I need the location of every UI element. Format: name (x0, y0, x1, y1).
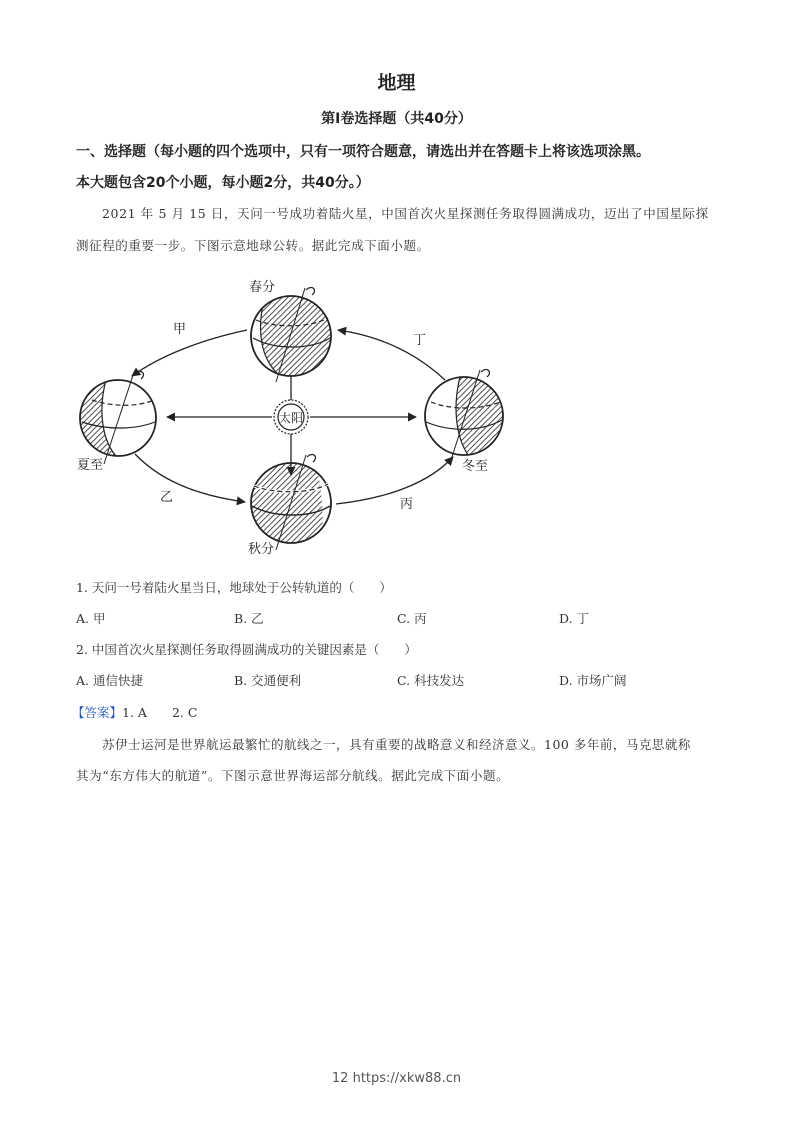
orbit-arc-jia (132, 330, 247, 376)
q1-option-b: B. 乙 (234, 611, 264, 626)
question-2-stem: 2. 中国首次火星探测任务取得圆满成功的关键因素是（ ） (76, 642, 417, 657)
page-title: 地理 (377, 72, 416, 94)
label-orbit-ding: 丁 (413, 333, 427, 348)
question-1-stem: 1. 天问一号着陆火星当日，地球处于公转轨道的（ ） (76, 580, 392, 595)
page-footer (0, 1071, 793, 1086)
q1-option-c: C. 丙 (397, 611, 427, 626)
intro-line-2: 测征程的重要一步。下图示意地球公转。据此完成下面小题。 (76, 238, 430, 253)
intro-line-1: 2021 年 5 月 15 日，天问一号成功着陆火星，中国首次火星探测任务取得圆满成功，迈出了中国星际探 (102, 206, 709, 221)
next-intro-line-1: 苏伊士运河是世界航运最繁忙的航线之一，具有重要的战略意义和经济意义。100 多年前，马克思就称 (102, 737, 691, 752)
instruction-line-1: 一、选择题（每小题的四个选项中，只有一项符合题意，请选出并在答题卡上将该选项涂黑。 (76, 144, 650, 160)
earth-spring-equinox (251, 287, 331, 382)
answer-row (72, 702, 197, 721)
earth-revolution-diagram (60, 270, 530, 565)
label-autumn-equinox: 秋分 (248, 542, 275, 557)
earth-autumn-equinox (251, 454, 331, 550)
label-winter-solstice: 冬至 (462, 459, 489, 474)
label-orbit-yi: 乙 (160, 490, 174, 505)
q1-option-d: D. 丁 (559, 611, 590, 626)
q2-option-c: C. 科技发达 (397, 673, 465, 688)
q1-option-a: A. 甲 (76, 611, 106, 626)
q2-option-d: D. 市场广阔 (559, 673, 627, 688)
orbit-arc-bing (336, 457, 453, 504)
q2-option-a: A. 通信快捷 (76, 673, 143, 688)
page-number: 12 (331, 1071, 349, 1086)
earth-winter-solstice (425, 369, 503, 463)
instruction-line-2: 本大题包含20个小题，每小题2分，共40分。） (76, 175, 370, 191)
label-orbit-jia: 甲 (173, 322, 187, 337)
label-orbit-bing: 丙 (400, 497, 414, 512)
sun-label: 太阳 (278, 411, 304, 425)
answer-text: 1. A 2. C (122, 705, 198, 720)
section-subtitle: 第Ⅰ卷选择题（共40分） (321, 111, 472, 127)
label-summer-solstice: 夏至 (77, 458, 104, 473)
footer-url[interactable]: https://xkw88.cn (352, 1071, 462, 1086)
answer-tag: 【答案】 (72, 705, 123, 720)
label-spring-equinox: 春分 (249, 280, 276, 295)
orbit-arc-yi (135, 454, 245, 502)
earth-summer-solstice (80, 371, 156, 464)
next-intro-line-2: 其为“东方伟大的航道”。下图示意世界海运部分航线。据此完成下面小题。 (76, 768, 510, 783)
orbit-arc-ding (338, 330, 445, 380)
q2-option-b: B. 交通便利 (234, 673, 302, 688)
